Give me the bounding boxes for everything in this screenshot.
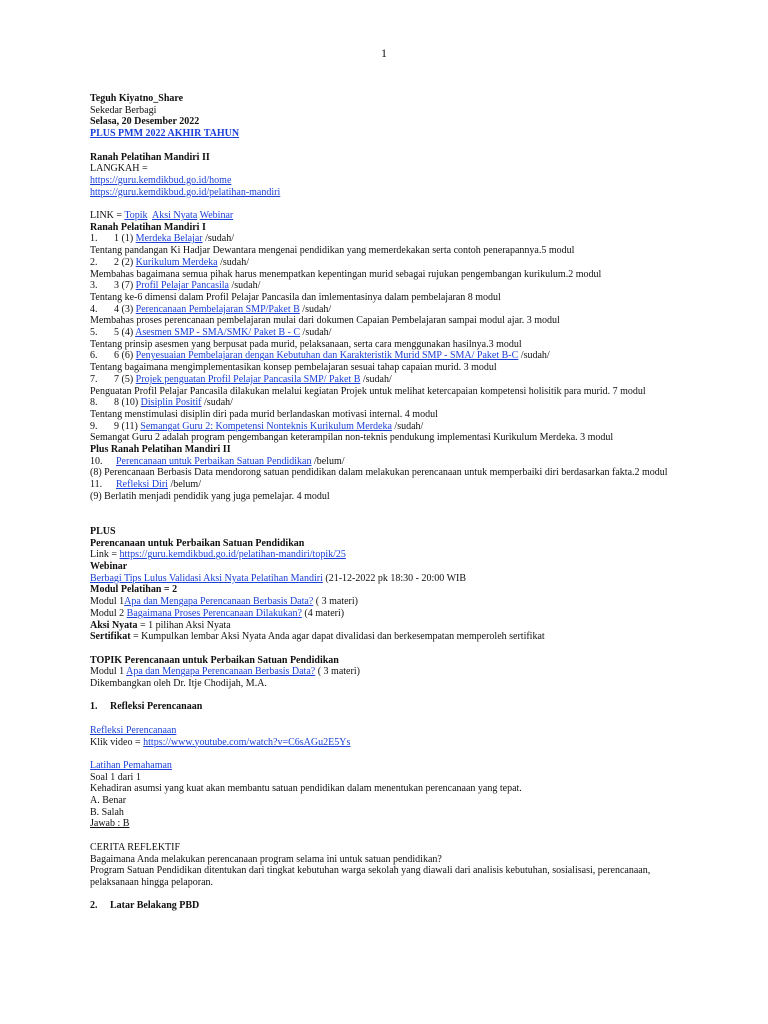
latar-number: 2.: [90, 900, 98, 912]
item-prefix: 4 (3): [114, 303, 136, 315]
latihan-link[interactable]: Latihan Pemahaman: [90, 759, 172, 771]
item-number: 6.: [90, 350, 98, 362]
youtube-link[interactable]: https://www.youtube.com/watch?v=C6sAGu2E5Ys: [143, 736, 351, 748]
item-prefix: 1 (1): [114, 233, 136, 245]
refleksi-title: Refleksi Perencanaan: [110, 701, 203, 713]
list-item: [90, 280, 690, 292]
cerita-question: Bagaimana Anda melakukan perencanaan program selama ini untuk satuan pendidikan?: [90, 853, 442, 865]
latar-title: Latar Belakang PBD: [110, 900, 200, 912]
modul2-prefix: Modul 2: [90, 607, 127, 619]
item-status: /belum/: [311, 455, 345, 467]
link-line: [90, 210, 690, 222]
item-status: /sudah/: [299, 303, 332, 315]
sertifikat-text: = Kumpulkan lembar Aksi Nyata Anda agar dapat divalidasi dan berkesempatan memperoleh sertifikat: [130, 631, 545, 643]
item-description: Tentang ke-6 dimensi dalam Profil Pelajar Pancasila dan imlementasinya dalam pembelajaran 8 modul: [90, 291, 501, 303]
refleksi-link[interactable]: Refleksi Perencanaan: [90, 724, 177, 736]
item-prefix: 7 (5): [114, 373, 136, 385]
item-description: Semangat Guru 2 adalah program pengembangan keterampilan non-teknis pendukung implementasi Kurikulum Merdeka. 3 modul: [90, 432, 614, 444]
list-item: [90, 233, 690, 245]
item-status: /sudah/: [201, 397, 233, 409]
item-number: 7.: [90, 373, 98, 385]
aksi-nyata-link[interactable]: Aksi Nyata: [152, 210, 198, 221]
item-prefix: 5 (4): [114, 327, 136, 339]
section-heading: Ranah Pelatihan Mandiri II: [90, 151, 210, 163]
list-item: [90, 374, 690, 386]
url-pelatihan-link[interactable]: https://guru.kemdikbud.go.id/pelatihan-mandiri: [90, 186, 281, 198]
refleksi-heading: [90, 701, 690, 713]
item-prefix: 6 (6): [114, 350, 136, 362]
item-status: /sudah/: [300, 327, 332, 339]
item-status: /belum/: [167, 479, 201, 491]
option-a: A. Benar: [90, 795, 127, 807]
item-link[interactable]: Refleksi Diri: [116, 479, 168, 491]
modul1-link[interactable]: Apa dan Mengapa Perencanaan Berbasis Data?: [124, 596, 314, 608]
cerita-answer-2: pelaksanaan hingga pelaporan.: [90, 876, 214, 888]
url-home-link[interactable]: https://guru.kemdikbud.go.id/home: [90, 174, 232, 186]
item-description: Penguatan Profil Pelajar Pancasila dilakukan melalui kegiatan Projek untuk melihat ketercapaian kompetensi holisitik para murid. 7 modul: [90, 385, 646, 397]
item-status: /sudah/: [228, 280, 261, 292]
item-link[interactable]: Merdeka Belajar: [135, 233, 203, 245]
modul2-link[interactable]: Bagaimana Proses Perencanaan Dilakukan?: [126, 607, 302, 619]
list-item: [90, 304, 690, 316]
tagline: Sekedar Berbagi: [90, 104, 157, 116]
webinar-link[interactable]: Webinar: [199, 210, 234, 221]
list-item: [90, 257, 690, 269]
item-status: /sudah/: [202, 233, 234, 245]
post-title-link[interactable]: PLUS PMM 2022 AKHIR TAHUN: [90, 128, 240, 140]
post-date: Selasa, 20 Desember 2022: [90, 116, 200, 128]
list-item: [90, 327, 690, 339]
list-item: [90, 479, 690, 491]
modul2-suffix: (4 materi): [301, 607, 345, 619]
item-link[interactable]: Perencanaan Pembelajaran SMP/Paket B: [135, 303, 300, 315]
item-prefix: 8 (10): [114, 397, 141, 409]
item-prefix: 3 (7): [114, 280, 136, 292]
item-link[interactable]: Profil Pelajar Pancasila: [135, 280, 229, 292]
ranah2-list: [90, 456, 690, 503]
item-number: 9.: [90, 420, 98, 432]
item-number: 8.: [90, 397, 98, 409]
topik-link[interactable]: Topik: [124, 210, 148, 221]
item-description: Tentang menstimulasi disiplin diri pada murid berlandaskan motivasi internal. 4 modul: [90, 408, 438, 420]
item-number: 2.: [90, 256, 98, 268]
item-description: Tentang pandangan Ki Hadjar Dewantara mengenai pendidikan yang memerdekakan serta contoh penerapannya.5 modul: [90, 245, 575, 257]
item-description: (8) Perencanaan Berbasis Data mendorong satuan pendidikan dalam melakukan perencanaan untuk memperbaiki diri berdasarkan fakta.2 modul: [90, 467, 668, 479]
soal-question: Kehadiran asumsi yang kuat akan membantu satuan pendidikan dalam menentukan perencanaan yang tepat.: [90, 783, 522, 795]
item-link[interactable]: Disiplin Positif: [140, 397, 202, 409]
ranah1-heading: Ranah Pelatihan Mandiri I: [90, 221, 206, 233]
list-item: [90, 456, 690, 468]
item-status: /sudah/: [518, 350, 550, 362]
plus-heading: PLUS: [90, 525, 116, 537]
latar-heading: [90, 900, 690, 912]
topik-author: Dikembangkan oleh Dr. Itje Chodijah, M.A.: [90, 678, 267, 690]
aksi-nyata-text: = 1 pilihan Aksi Nyata: [137, 619, 231, 631]
topik-modul-link[interactable]: Apa dan Mengapa Perencanaan Berbasis Data?: [126, 666, 316, 678]
video-prefix: Klik video =: [90, 736, 144, 748]
list-item: [90, 397, 690, 409]
webinar-time: (21-12-2022 pk 18:30 - 20:00 WIB: [322, 572, 467, 584]
item-link[interactable]: Semangat Guru 2: Kompetensi Nonteknis Kurikulum Merdeka: [140, 420, 392, 432]
item-description: Membahas proses perencanaan pembelajaran mulai dari dokumen Capaian Pembelajaran sampai modul ajar. 3 modul: [90, 315, 560, 327]
item-prefix: 2 (2): [114, 256, 136, 268]
author-name: Teguh Kiyatno_Share: [90, 93, 184, 104]
topik-heading: TOPIK Perencanaan untuk Perbaikan Satuan Pendidikan: [90, 654, 339, 666]
langkah-label: LANGKAH =: [90, 163, 148, 175]
plus-ranah2-heading: Plus Ranah Pelatihan Mandiri II: [90, 444, 231, 456]
modul1-prefix: Modul 1: [90, 596, 125, 608]
item-link[interactable]: Perencanaan untuk Perbaikan Satuan Pendidikan: [116, 455, 312, 467]
item-description: Tentang prinsip asesmen yang berpusat pada murid, pelaksanaan, serta cara menggunakan hasilnya.3 modul: [90, 338, 522, 350]
topik-25-link[interactable]: https://guru.kemdikbud.go.id/pelatihan-mandiri/topik/25: [119, 549, 346, 561]
modul1-suffix: ( 3 materi): [313, 596, 358, 608]
item-number: 1.: [90, 233, 98, 245]
sertifikat-label: Sertifikat: [90, 631, 131, 643]
refleksi-number: 1.: [90, 701, 98, 713]
item-status: /sudah/: [391, 420, 424, 432]
item-number: 11.: [90, 479, 103, 491]
list-item: [90, 350, 690, 362]
item-status: /sudah/: [360, 373, 392, 385]
option-b: B. Salah: [90, 806, 124, 818]
item-number: 10.: [90, 455, 103, 467]
item-number: 5.: [90, 327, 98, 339]
item-description: (9) Berlatih menjadi pendidik yang juga pemelajar. 4 modul: [90, 490, 330, 502]
item-number: 4.: [90, 303, 98, 315]
webinar-label: Webinar: [90, 561, 128, 573]
cerita-answer-1: Program Satuan Pendidikan ditentukan dari tingkat kebutuhan warga sekolah yang diawali dari analisis kebutuhan, sosialisasi, perencanaan,: [90, 865, 651, 877]
page-number: 1: [381, 46, 387, 60]
item-link[interactable]: Asesmen SMP - SMA/SMK/ Paket B - C: [135, 327, 301, 339]
topik-modul-suffix: ( 3 materi): [315, 666, 360, 678]
plus-subtitle: Perencanaan untuk Perbaikan Satuan Pendidikan: [90, 537, 305, 549]
item-description: Membahas bagaimana semua pihak harus menempatkan kepentingan murid sebagai rujukan pengembangan kurikulum.2 modul: [90, 268, 602, 280]
document-body: [90, 93, 690, 912]
modul-count-label: Modul Pelatihan = 2: [90, 584, 178, 596]
list-item: [90, 421, 690, 433]
aksi-nyata-label: Aksi Nyata: [90, 619, 138, 631]
item-link[interactable]: Penyesuaian Pembelajaran dengan Kebutuhan dan Karakteristik Murid SMP - SMA/ Paket B-C: [135, 350, 519, 362]
topik-modul-prefix: Modul 1: [90, 666, 127, 678]
item-status: /sudah/: [217, 256, 249, 268]
item-link[interactable]: Projek penguatan Profil Pelajar Pancasila SMP/ Paket B: [135, 373, 361, 385]
soal-counter: Soal 1 dari 1: [90, 771, 141, 783]
item-prefix: 9 (11): [114, 420, 141, 432]
cerita-heading: CERITA REFLEKTIF: [90, 841, 181, 853]
link-prefix: LINK =: [90, 210, 125, 221]
item-description: Tentang bagaimana mengimplementasikan konsep pembelajaran sesuai tahap capaian murid. 3 modul: [90, 362, 497, 374]
item-number: 3.: [90, 280, 98, 292]
answer: Jawab : B: [90, 818, 130, 830]
webinar-title-link[interactable]: Berbagi Tips Lulus Validasi Aksi Nyata Pelatihan Mandiri: [90, 572, 323, 584]
plus-link-prefix: Link =: [90, 549, 120, 561]
ranah1-list: [90, 233, 690, 444]
item-link[interactable]: Kurikulum Merdeka: [135, 256, 218, 268]
